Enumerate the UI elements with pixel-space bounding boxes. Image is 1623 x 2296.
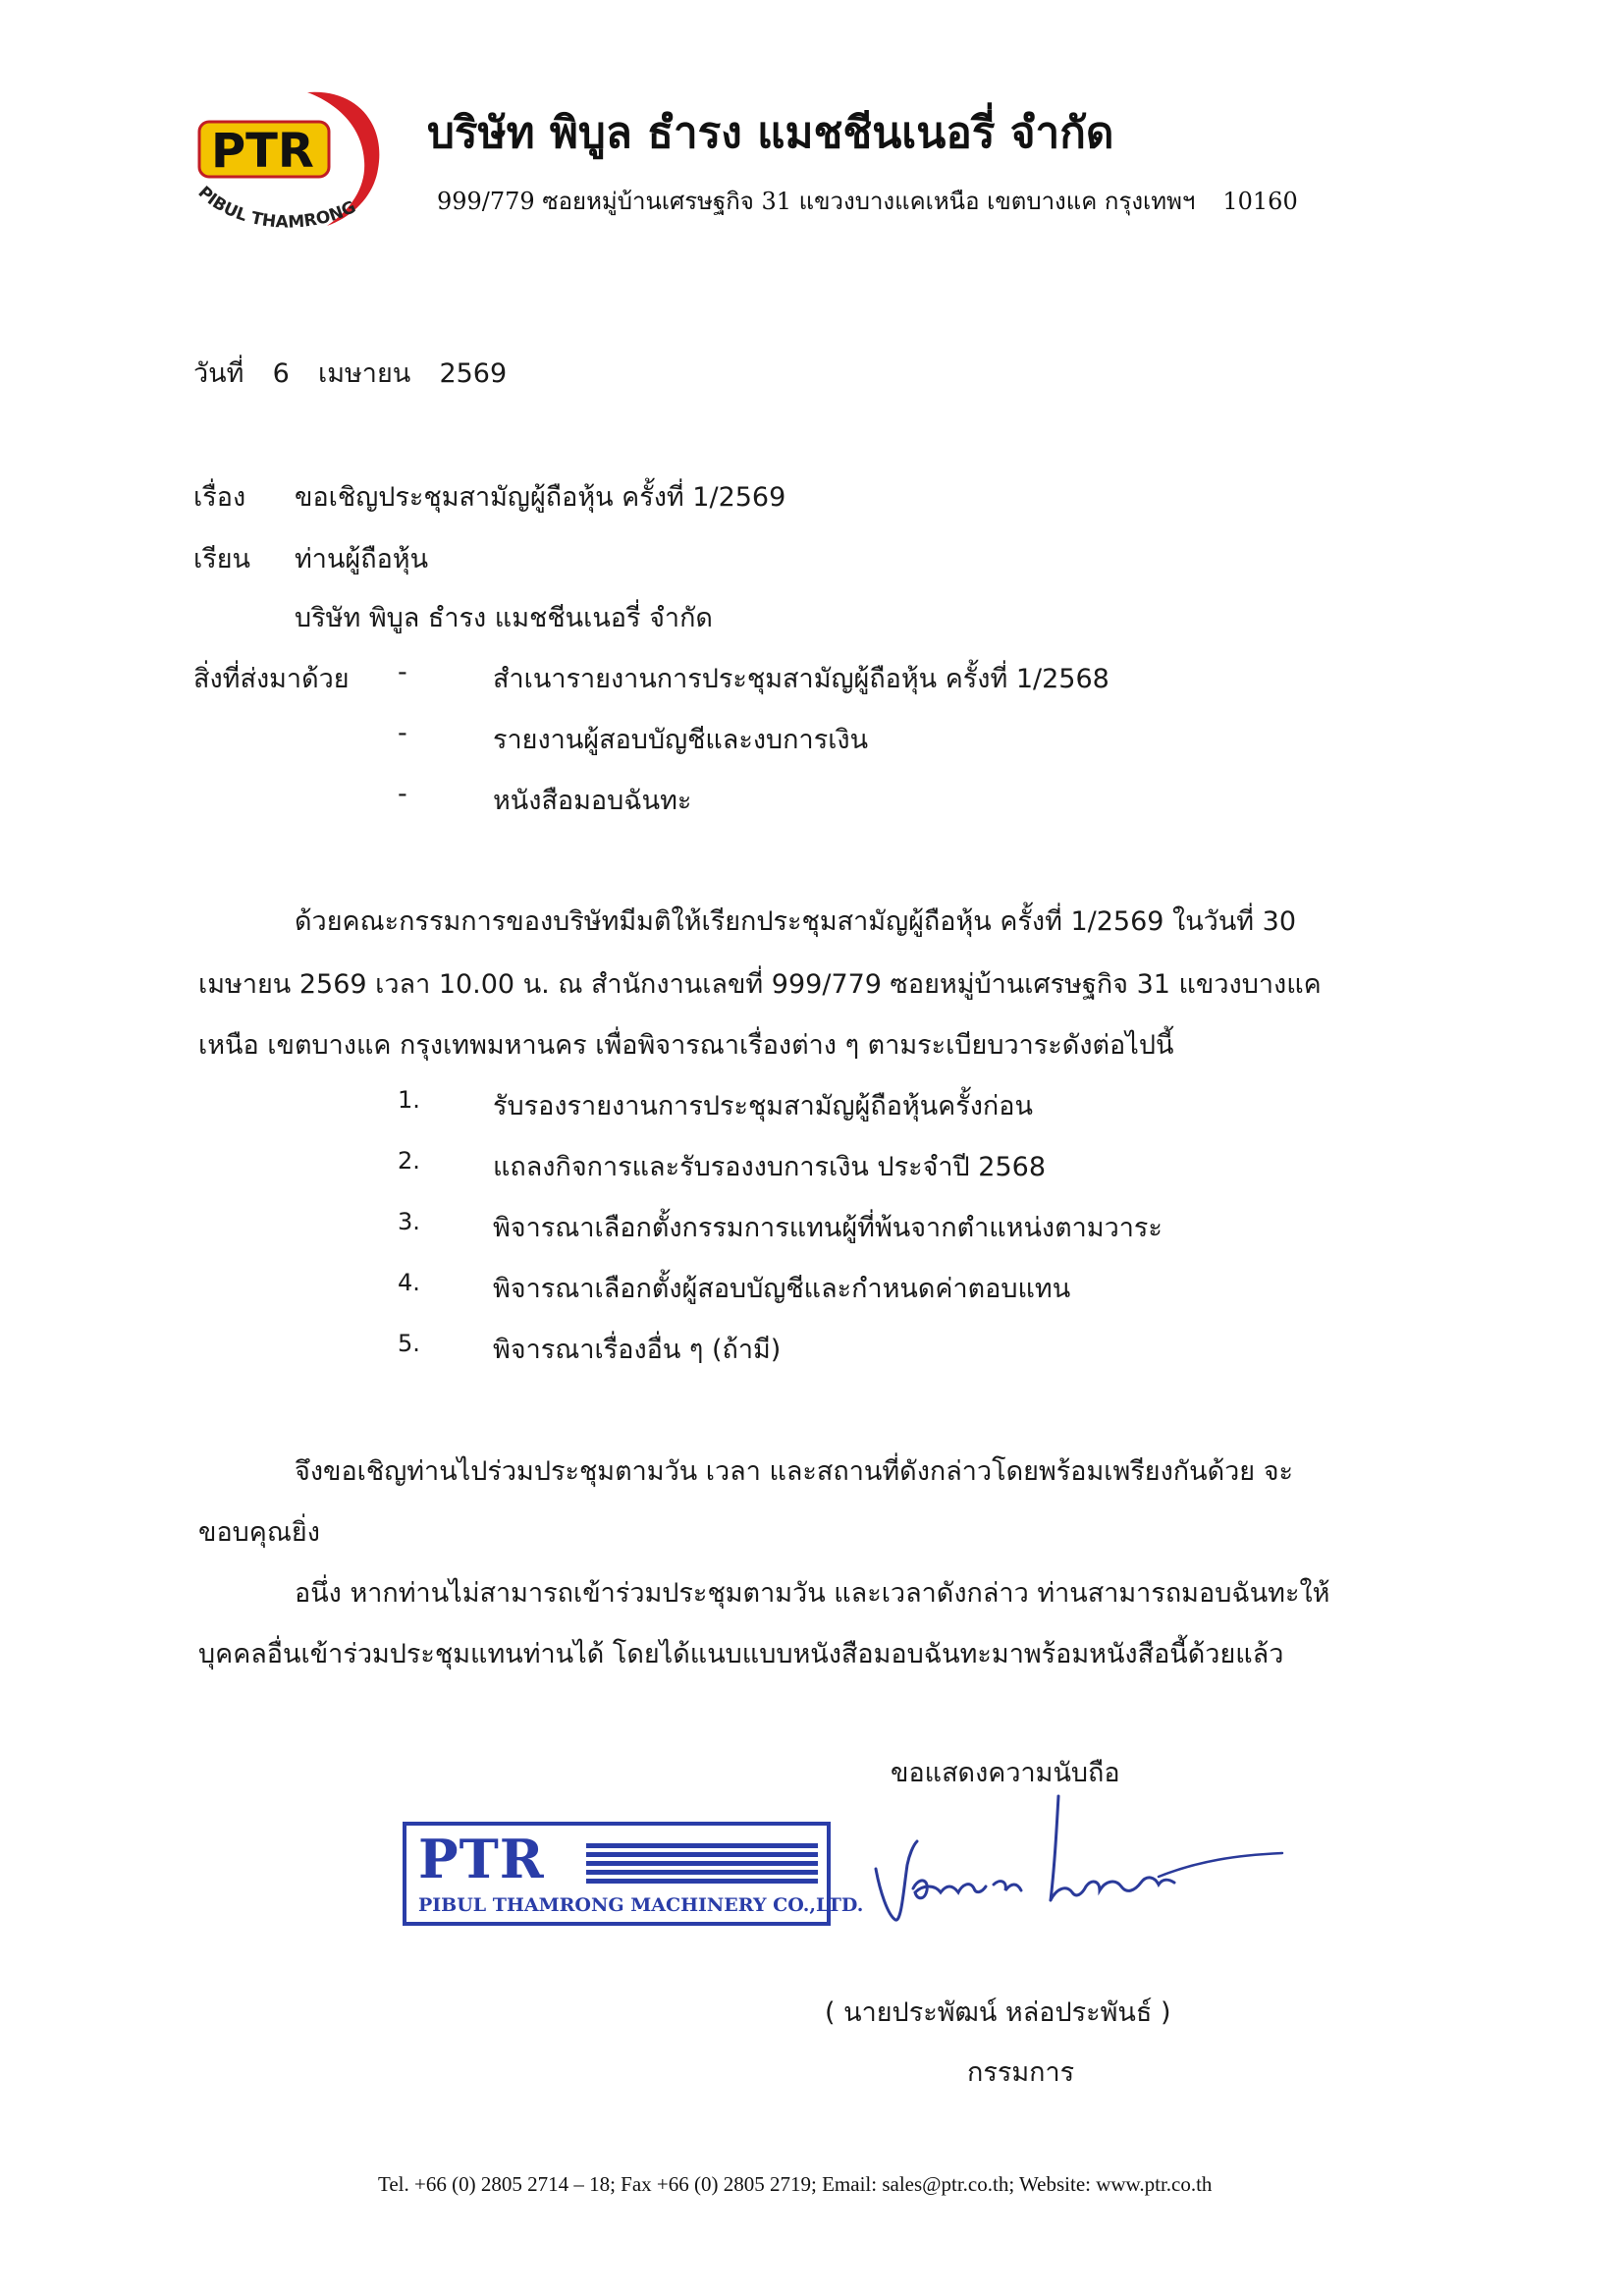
agenda-number: 4. <box>398 1269 420 1296</box>
handwritten-signature <box>864 1782 1296 1944</box>
date-line <box>193 352 507 394</box>
enclosure-item: รายงานผู้สอบบัญชีและงบการเงิน <box>493 725 869 755</box>
signature-graphic <box>864 1782 1296 1944</box>
stamp-logo-text: PTR <box>418 1828 545 1890</box>
agenda-number: 2. <box>398 1147 420 1175</box>
company-stamp <box>403 1822 864 1926</box>
body-paragraph-3-line-1: อนึ่ง หากท่านไม่สามารถเข้าร่วมประชุมตามวัน และเวลาดังกล่าว ท่านสามารถมอบฉันทะให้ <box>295 1578 1330 1609</box>
logo-subtext: PIBUL THAMRONG <box>193 182 359 233</box>
stamp-stripes-graphic <box>586 1843 818 1888</box>
company-logo <box>191 79 403 246</box>
body-paragraph-1-line-2: เมษายน 2569 เวลา 10.00 น. ณ สำนักงานเลขที่ 999/779 ซอยหมู่บ้านเศรษฐกิจ 31 แขวงบางแค <box>198 969 1322 1000</box>
ptr-logo-graphic <box>191 79 403 246</box>
recipient-line-1: ท่านผู้ถือหุ้น <box>295 544 429 574</box>
enclosure-bullet: - <box>398 718 407 748</box>
agenda-item: แถลงกิจการและรับรองงบการเงิน ประจำปี 2568 <box>493 1152 1046 1182</box>
date-month: เมษายน <box>317 358 411 389</box>
footer-contact: Tel. +66 (0) 2805 2714 – 18; Fax +66 (0) 2805 2719; Email: sales@ptr.co.th; Website: www.ptr.co.th <box>378 2172 1213 2196</box>
signer-name: ( นายประพัฒน์ หล่อประพันธ์ ) <box>825 1997 1171 2028</box>
date-day: 6 <box>272 358 290 389</box>
enclosure-item: หนังสือมอบฉันทะ <box>493 786 692 816</box>
logo-text: PTR <box>211 124 314 179</box>
closing-salutation: ขอแสดงความนับถือ <box>891 1758 1120 1788</box>
signer-title: กรรมการ <box>967 2057 1075 2088</box>
postcode-text: 10160 <box>1222 188 1298 215</box>
body-paragraph-3-line-2: บุคคลอื่นเข้าร่วมประชุมแทนท่านได้ โดยได้แนบแบบหนังสือมอบฉันทะมาพร้อมหนังสือนี้ด้วยแล้ว <box>198 1639 1284 1669</box>
recipient-line-2: บริษัท พิบูล ธำรง แมชชีนเนอรี่ จำกัด <box>295 603 713 633</box>
subject-label: เรื่อง <box>193 482 246 513</box>
company-name: บริษัท พิบูล ธำรง แมชชีนเนอรี่ จำกัด <box>427 108 1114 158</box>
body-paragraph-2-line-1: จึงขอเชิญท่านไปร่วมประชุมตามวัน เวลา และสถานที่ดังกล่าวโดยพร้อมเพรียงกันด้วย จะ <box>295 1456 1294 1487</box>
agenda-item: พิจารณาเลือกตั้งผู้สอบบัญชีและกำหนดค่าตอบแทน <box>493 1274 1071 1304</box>
stamp-company-name: PIBUL THAMRONG MACHINERY CO.,LTD. <box>418 1894 864 1916</box>
body-paragraph-1-line-3: เหนือ เขตบางแค กรุงเทพมหานคร เพื่อพิจารณาเรื่องต่าง ๆ ตามระเบียบวาระดังต่อไปนี้ <box>198 1030 1174 1061</box>
recipient-label: เรียน <box>193 544 251 574</box>
subject-text: ขอเชิญประชุมสามัญผู้ถือหุ้น ครั้งที่ 1/2569 <box>295 482 786 513</box>
agenda-number: 3. <box>398 1208 420 1235</box>
agenda-number: 1. <box>398 1086 420 1114</box>
enclosure-bullet: - <box>398 657 407 687</box>
enclosure-bullet: - <box>398 779 407 809</box>
agenda-item: พิจารณาเลือกตั้งกรรมการแทนผู้ที่พ้นจากตำแหน่งตามวาระ <box>493 1213 1163 1243</box>
enclosures-label: สิ่งที่ส่งมาด้วย <box>193 664 350 694</box>
date-label: วันที่ <box>193 358 244 389</box>
date-year: 2569 <box>439 358 508 389</box>
agenda-item: พิจารณาเรื่องอื่น ๆ (ถ้ามี) <box>493 1335 782 1365</box>
body-paragraph-2-line-2: ขอบคุณยิ่ง <box>198 1517 320 1548</box>
company-address <box>437 182 1298 220</box>
agenda-number: 5. <box>398 1330 420 1357</box>
enclosure-item: สำเนารายงานการประชุมสามัญผู้ถือหุ้น ครั้งที่ 1/2568 <box>493 664 1109 694</box>
body-paragraph-1-line-1: ด้วยคณะกรรมการของบริษัทมีมติให้เรียกประชุมสามัญผู้ถือหุ้น ครั้งที่ 1/2569 ในวันที่ 30 <box>295 906 1297 937</box>
agenda-item: รับรองรายงานการประชุมสามัญผู้ถือหุ้นครั้งก่อน <box>493 1091 1033 1121</box>
address-text: 999/779 ซอยหมู่บ้านเศรษฐกิจ 31 แขวงบางแคเหนือ เขตบางแค กรุงเทพฯ <box>437 188 1196 215</box>
